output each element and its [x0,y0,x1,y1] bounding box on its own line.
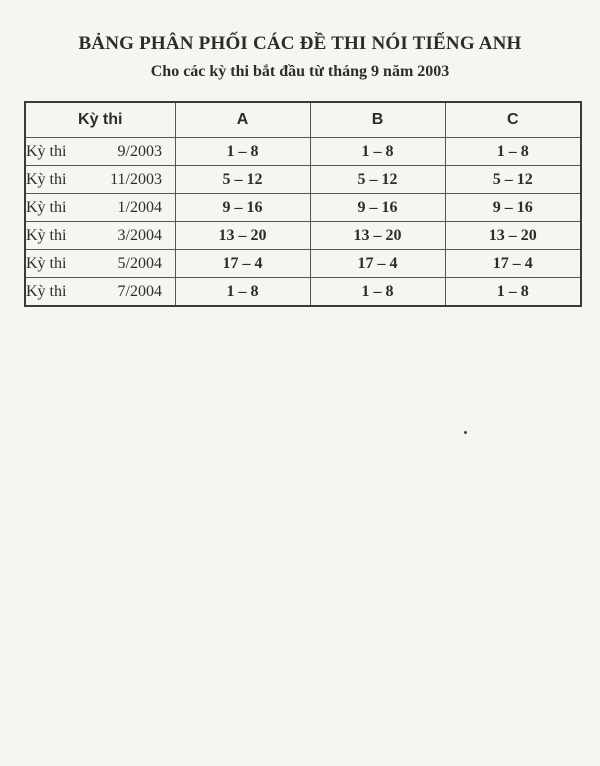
range-c: 13 – 20 [445,222,581,250]
range-c: 1 – 8 [445,278,581,307]
range-b: 5 – 12 [310,166,445,194]
exam-cell [25,138,175,166]
header-exam: Kỳ thi [25,102,175,138]
exam-date: 3/2004 [117,226,162,244]
header-b: B [310,102,445,138]
exam-label: Kỳ thi [26,254,67,272]
scan-speck [464,431,467,434]
exam-date: 9/2003 [117,142,162,160]
range-c: 9 – 16 [445,194,581,222]
exam-distribution-table [24,101,582,307]
exam-date: 5/2004 [117,254,162,272]
table-row [25,278,581,307]
exam-date: 11/2003 [110,170,162,188]
range-b: 1 – 8 [310,278,445,307]
range-c: 17 – 4 [445,250,581,278]
range-b: 1 – 8 [310,138,445,166]
document-subtitle: Cho các kỳ thi bắt đầu từ tháng 9 năm 2003 [150,63,450,80]
exam-label: Kỳ thi [26,282,67,300]
table-row [25,250,581,278]
range-a: 5 – 12 [175,166,310,194]
table-row [25,194,581,222]
document-title: BẢNG PHÂN PHỐI CÁC ĐỀ THI NÓI TIẾNG ANH [78,33,522,54]
range-a: 1 – 8 [175,138,310,166]
range-a: 1 – 8 [175,278,310,307]
exam-label: Kỳ thi [26,170,67,188]
table-row [25,166,581,194]
table-row [25,138,581,166]
range-c: 5 – 12 [445,166,581,194]
exam-label: Kỳ thi [26,142,67,160]
table-row [25,222,581,250]
range-c: 1 – 8 [445,138,581,166]
exam-label: Kỳ thi [26,226,67,244]
exam-cell [25,166,175,194]
exam-date: 1/2004 [117,198,162,216]
range-b: 17 – 4 [310,250,445,278]
range-a: 17 – 4 [175,250,310,278]
range-b: 9 – 16 [310,194,445,222]
header-a: A [175,102,310,138]
range-a: 9 – 16 [175,194,310,222]
range-a: 13 – 20 [175,222,310,250]
range-b: 13 – 20 [310,222,445,250]
exam-cell [25,278,175,307]
exam-cell [25,250,175,278]
table-header-row [25,102,581,138]
exam-cell [25,222,175,250]
exam-date: 7/2004 [117,282,162,300]
exam-label: Kỳ thi [26,198,67,216]
exam-cell [25,194,175,222]
header-c: C [445,102,581,138]
